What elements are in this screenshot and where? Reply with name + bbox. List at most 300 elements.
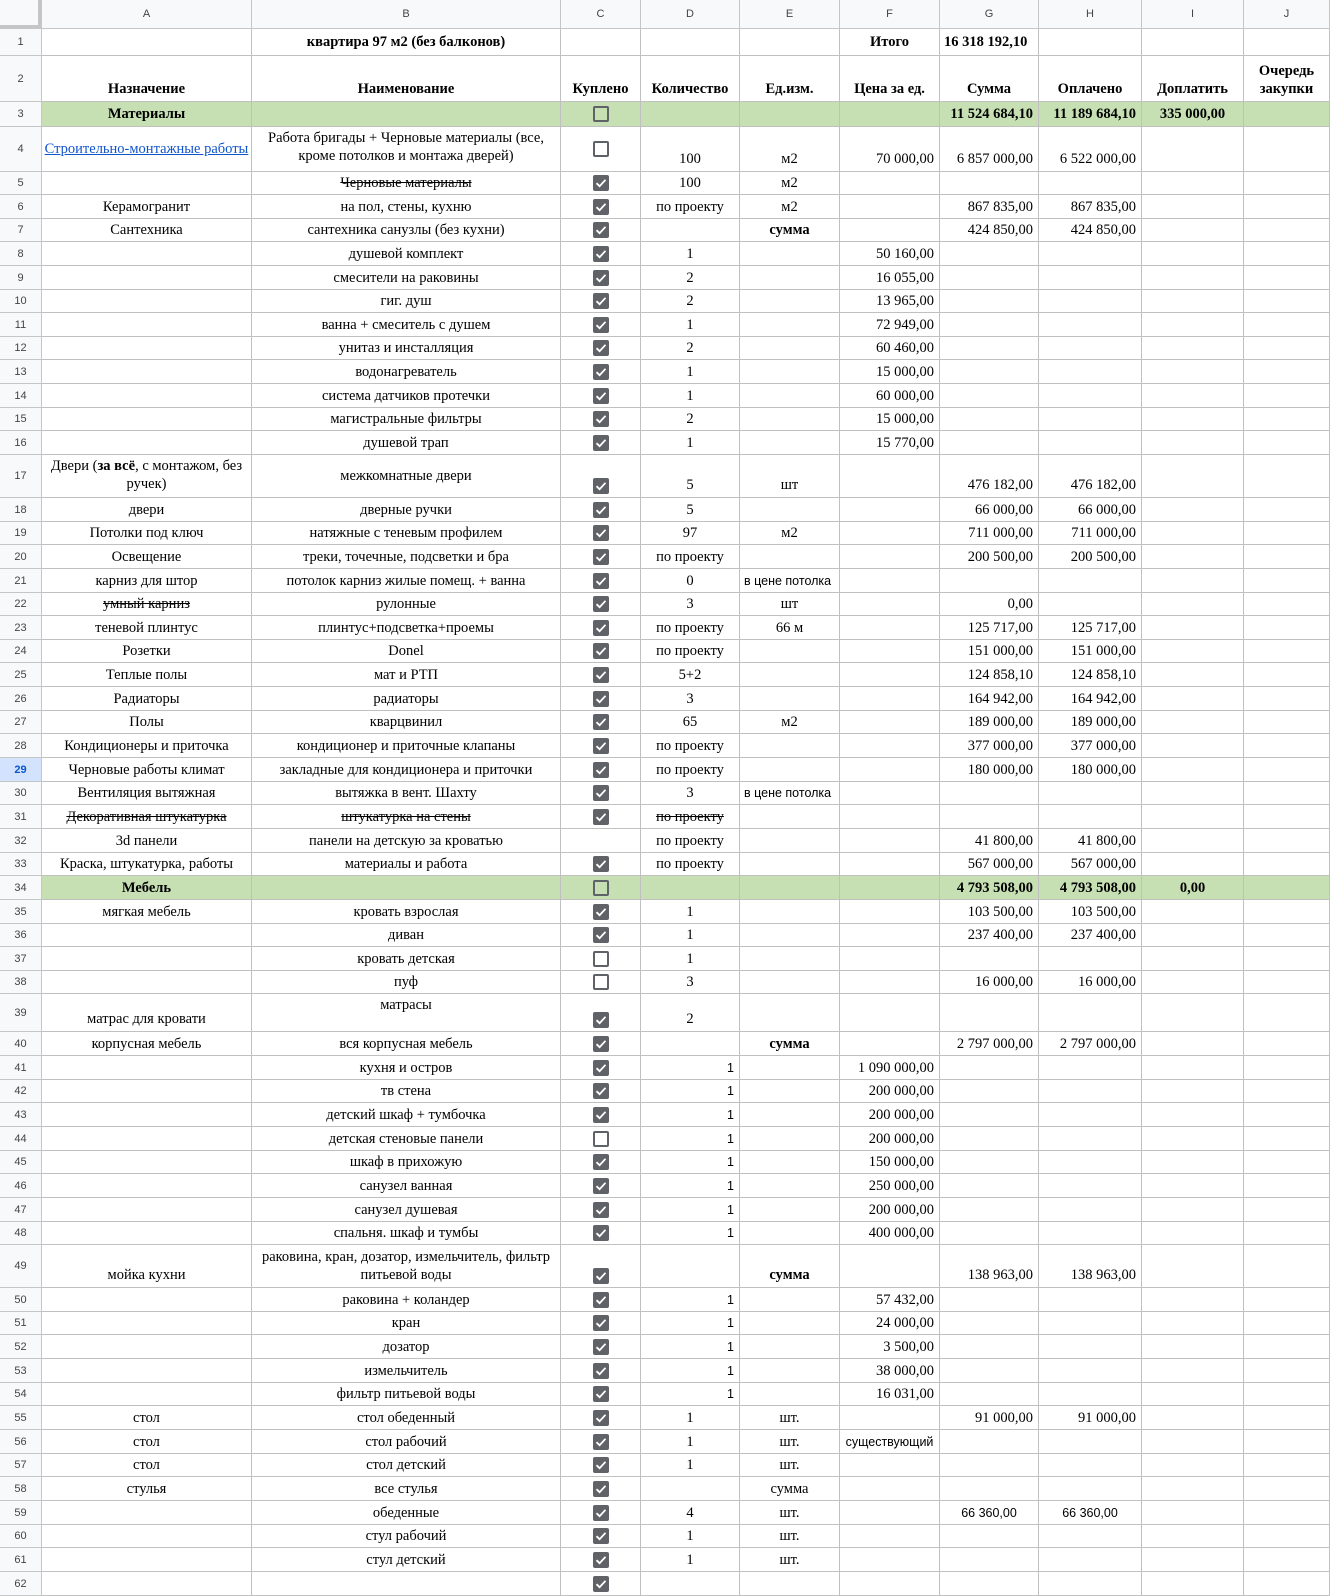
cell-f26[interactable] bbox=[840, 687, 940, 711]
cell-f34[interactable] bbox=[840, 876, 940, 900]
cell-d36[interactable] bbox=[641, 924, 740, 947]
cell-b59[interactable] bbox=[252, 1501, 561, 1525]
cell-i5[interactable] bbox=[1142, 172, 1244, 195]
cell-f45[interactable] bbox=[840, 1151, 940, 1174]
cell-c57[interactable] bbox=[561, 1454, 641, 1477]
cell-b19[interactable] bbox=[252, 522, 561, 545]
row-header-13[interactable]: 13 bbox=[0, 360, 42, 384]
row-header-37[interactable]: 37 bbox=[0, 947, 42, 971]
row-header-20[interactable]: 20 bbox=[0, 545, 42, 569]
cell-a60[interactable] bbox=[42, 1525, 252, 1548]
cell-b1[interactable] bbox=[252, 29, 561, 56]
cell-j3[interactable] bbox=[1244, 102, 1330, 127]
cell-a24[interactable] bbox=[42, 640, 252, 663]
cell-g56[interactable] bbox=[940, 1430, 1039, 1454]
cell-b10[interactable] bbox=[252, 290, 561, 313]
cell-f48[interactable] bbox=[840, 1222, 940, 1245]
cell-e51[interactable] bbox=[740, 1312, 840, 1335]
cell-i1[interactable] bbox=[1142, 29, 1244, 56]
cell-i57[interactable] bbox=[1142, 1454, 1244, 1477]
cell-a22[interactable] bbox=[42, 593, 252, 616]
cell-a40[interactable] bbox=[42, 1032, 252, 1056]
cell-e41[interactable] bbox=[740, 1056, 840, 1080]
cell-b23[interactable] bbox=[252, 616, 561, 640]
row-header-52[interactable]: 52 bbox=[0, 1335, 42, 1359]
row-header-35[interactable]: 35 bbox=[0, 900, 42, 924]
checkbox-checked-icon[interactable] bbox=[593, 1268, 609, 1284]
cell-j32[interactable] bbox=[1244, 829, 1330, 853]
cell-i59[interactable] bbox=[1142, 1501, 1244, 1525]
cell-j44[interactable] bbox=[1244, 1127, 1330, 1151]
cell-h45[interactable] bbox=[1039, 1151, 1142, 1174]
checkbox-checked-icon[interactable] bbox=[593, 1410, 609, 1426]
cell-a30[interactable] bbox=[42, 782, 252, 805]
row-header-3[interactable]: 3 bbox=[0, 102, 42, 127]
cell-b49[interactable] bbox=[252, 1245, 561, 1288]
row-header-17[interactable]: 17 bbox=[0, 455, 42, 498]
cell-f53[interactable] bbox=[840, 1359, 940, 1383]
cell-j16[interactable] bbox=[1244, 431, 1330, 455]
cell-c29[interactable] bbox=[561, 758, 641, 782]
cell-i37[interactable] bbox=[1142, 947, 1244, 971]
cell-a16[interactable] bbox=[42, 431, 252, 455]
row-header-1[interactable]: 1 bbox=[0, 29, 42, 56]
row-header-12[interactable]: 12 bbox=[0, 337, 42, 360]
cell-c38[interactable] bbox=[561, 971, 641, 994]
cell-c53[interactable] bbox=[561, 1359, 641, 1383]
cell-f20[interactable] bbox=[840, 545, 940, 569]
cell-i61[interactable] bbox=[1142, 1548, 1244, 1572]
cell-e20[interactable] bbox=[740, 545, 840, 569]
cell-e34[interactable] bbox=[740, 876, 840, 900]
checkbox-checked-icon[interactable] bbox=[593, 199, 609, 215]
cell-d24[interactable] bbox=[641, 640, 740, 663]
cell-i29[interactable] bbox=[1142, 758, 1244, 782]
cell-c56[interactable] bbox=[561, 1430, 641, 1454]
checkbox-checked-icon[interactable] bbox=[593, 714, 609, 730]
cell-h51[interactable] bbox=[1039, 1312, 1142, 1335]
cell-f21[interactable] bbox=[840, 569, 940, 593]
cell-a47[interactable] bbox=[42, 1198, 252, 1222]
column-header-j[interactable]: J bbox=[1244, 0, 1330, 29]
cell-g55[interactable] bbox=[940, 1406, 1039, 1430]
cell-j9[interactable] bbox=[1244, 266, 1330, 290]
cell-i41[interactable] bbox=[1142, 1056, 1244, 1080]
cell-e62[interactable] bbox=[740, 1572, 840, 1596]
cell-j59[interactable] bbox=[1244, 1501, 1330, 1525]
cell-d43[interactable] bbox=[641, 1103, 740, 1127]
cell-i30[interactable] bbox=[1142, 782, 1244, 805]
cell-f52[interactable] bbox=[840, 1335, 940, 1359]
cell-e25[interactable] bbox=[740, 663, 840, 687]
cell-f1[interactable] bbox=[840, 29, 940, 56]
cell-c43[interactable] bbox=[561, 1103, 641, 1127]
cell-j20[interactable] bbox=[1244, 545, 1330, 569]
cell-a52[interactable] bbox=[42, 1335, 252, 1359]
cell-e40[interactable] bbox=[740, 1032, 840, 1056]
cell-c46[interactable] bbox=[561, 1174, 641, 1198]
cell-a29[interactable] bbox=[42, 758, 252, 782]
cell-f56[interactable] bbox=[840, 1430, 940, 1454]
cell-f58[interactable] bbox=[840, 1477, 940, 1501]
cell-c21[interactable] bbox=[561, 569, 641, 593]
cell-d39[interactable] bbox=[641, 994, 740, 1032]
cell-b55[interactable] bbox=[252, 1406, 561, 1430]
checkbox-checked-icon[interactable] bbox=[593, 1339, 609, 1355]
cell-h54[interactable] bbox=[1039, 1383, 1142, 1406]
cell-i22[interactable] bbox=[1142, 593, 1244, 616]
cell-b15[interactable] bbox=[252, 408, 561, 431]
cell-a42[interactable] bbox=[42, 1080, 252, 1103]
cell-f13[interactable] bbox=[840, 360, 940, 384]
cell-h18[interactable] bbox=[1039, 498, 1142, 522]
cell-i35[interactable] bbox=[1142, 900, 1244, 924]
cell-i10[interactable] bbox=[1142, 290, 1244, 313]
cell-e55[interactable] bbox=[740, 1406, 840, 1430]
cell-c48[interactable] bbox=[561, 1222, 641, 1245]
cell-b21[interactable] bbox=[252, 569, 561, 593]
cell-d21[interactable] bbox=[641, 569, 740, 593]
cell-f43[interactable] bbox=[840, 1103, 940, 1127]
cell-f59[interactable] bbox=[840, 1501, 940, 1525]
cell-e31[interactable] bbox=[740, 805, 840, 829]
cell-d11[interactable] bbox=[641, 313, 740, 337]
checkbox-checked-icon[interactable] bbox=[593, 596, 609, 612]
cell-a12[interactable] bbox=[42, 337, 252, 360]
cell-c54[interactable] bbox=[561, 1383, 641, 1406]
cell-c15[interactable] bbox=[561, 408, 641, 431]
cell-e12[interactable] bbox=[740, 337, 840, 360]
cell-e9[interactable] bbox=[740, 266, 840, 290]
cell-b36[interactable] bbox=[252, 924, 561, 947]
cell-b6[interactable] bbox=[252, 195, 561, 219]
cell-b4[interactable] bbox=[252, 127, 561, 172]
cell-g39[interactable] bbox=[940, 994, 1039, 1032]
column-header-g[interactable]: G bbox=[940, 0, 1039, 29]
cell-f15[interactable] bbox=[840, 408, 940, 431]
cell-j48[interactable] bbox=[1244, 1222, 1330, 1245]
cell-g58[interactable] bbox=[940, 1477, 1039, 1501]
cell-b25[interactable] bbox=[252, 663, 561, 687]
cell-f36[interactable] bbox=[840, 924, 940, 947]
cell-c20[interactable] bbox=[561, 545, 641, 569]
cell-d54[interactable] bbox=[641, 1383, 740, 1406]
cell-h10[interactable] bbox=[1039, 290, 1142, 313]
checkbox-checked-icon[interactable] bbox=[593, 388, 609, 404]
cell-i51[interactable] bbox=[1142, 1312, 1244, 1335]
cell-b41[interactable] bbox=[252, 1056, 561, 1080]
cell-c47[interactable] bbox=[561, 1198, 641, 1222]
cell-f40[interactable] bbox=[840, 1032, 940, 1056]
cell-f30[interactable] bbox=[840, 782, 940, 805]
row-header-58[interactable]: 58 bbox=[0, 1477, 42, 1501]
cell-f25[interactable] bbox=[840, 663, 940, 687]
row-header-29[interactable]: 29 bbox=[0, 758, 42, 782]
row-header-19[interactable]: 19 bbox=[0, 522, 42, 545]
cell-g48[interactable] bbox=[940, 1222, 1039, 1245]
cell-h5[interactable] bbox=[1039, 172, 1142, 195]
checkbox-checked-icon[interactable] bbox=[593, 175, 609, 191]
cell-i54[interactable] bbox=[1142, 1383, 1244, 1406]
cell-g13[interactable] bbox=[940, 360, 1039, 384]
cell-c62[interactable] bbox=[561, 1572, 641, 1596]
cell-i53[interactable] bbox=[1142, 1359, 1244, 1383]
checkbox-checked-icon[interactable] bbox=[593, 762, 609, 778]
cell-i39[interactable] bbox=[1142, 994, 1244, 1032]
cell-h58[interactable] bbox=[1039, 1477, 1142, 1501]
checkbox-unchecked-icon[interactable] bbox=[593, 1131, 609, 1147]
cell-h61[interactable] bbox=[1039, 1548, 1142, 1572]
cell-b61[interactable] bbox=[252, 1548, 561, 1572]
row-header-51[interactable]: 51 bbox=[0, 1312, 42, 1335]
checkbox-checked-icon[interactable] bbox=[593, 1528, 609, 1544]
cell-g27[interactable] bbox=[940, 711, 1039, 734]
cell-g59[interactable] bbox=[940, 1501, 1039, 1525]
cell-b8[interactable] bbox=[252, 242, 561, 266]
cell-b50[interactable] bbox=[252, 1288, 561, 1312]
cell-j33[interactable] bbox=[1244, 853, 1330, 876]
checkbox-checked-icon[interactable] bbox=[593, 1386, 609, 1402]
cell-g12[interactable] bbox=[940, 337, 1039, 360]
cell-e8[interactable] bbox=[740, 242, 840, 266]
row-header-41[interactable]: 41 bbox=[0, 1056, 42, 1080]
cell-f39[interactable] bbox=[840, 994, 940, 1032]
cell-b5[interactable] bbox=[252, 172, 561, 195]
cell-j53[interactable] bbox=[1244, 1359, 1330, 1383]
cell-e17[interactable] bbox=[740, 455, 840, 498]
checkbox-unchecked-icon[interactable] bbox=[593, 106, 609, 122]
cell-h20[interactable] bbox=[1039, 545, 1142, 569]
cell-i27[interactable] bbox=[1142, 711, 1244, 734]
cell-g61[interactable] bbox=[940, 1548, 1039, 1572]
row-header-8[interactable]: 8 bbox=[0, 242, 42, 266]
column-header-b[interactable]: B bbox=[252, 0, 561, 29]
cell-j43[interactable] bbox=[1244, 1103, 1330, 1127]
cell-h43[interactable] bbox=[1039, 1103, 1142, 1127]
cell-h14[interactable] bbox=[1039, 384, 1142, 408]
cell-e53[interactable] bbox=[740, 1359, 840, 1383]
cell-h44[interactable] bbox=[1039, 1127, 1142, 1151]
cell-c33[interactable] bbox=[561, 853, 641, 876]
checkbox-checked-icon[interactable] bbox=[593, 317, 609, 333]
cell-h7[interactable] bbox=[1039, 219, 1142, 242]
cell-h3[interactable] bbox=[1039, 102, 1142, 127]
cell-i20[interactable] bbox=[1142, 545, 1244, 569]
cell-e28[interactable] bbox=[740, 734, 840, 758]
row-header-54[interactable]: 54 bbox=[0, 1383, 42, 1406]
cell-h37[interactable] bbox=[1039, 947, 1142, 971]
column-header-c[interactable]: C bbox=[561, 0, 641, 29]
cell-e23[interactable] bbox=[740, 616, 840, 640]
cell-d56[interactable] bbox=[641, 1430, 740, 1454]
cell-e50[interactable] bbox=[740, 1288, 840, 1312]
cell-g11[interactable] bbox=[940, 313, 1039, 337]
cell-i44[interactable] bbox=[1142, 1127, 1244, 1151]
cell-e7[interactable] bbox=[740, 219, 840, 242]
cell-d62[interactable] bbox=[641, 1572, 740, 1596]
cell-g25[interactable] bbox=[940, 663, 1039, 687]
cell-j58[interactable] bbox=[1244, 1477, 1330, 1501]
cell-d52[interactable] bbox=[641, 1335, 740, 1359]
cell-j17[interactable] bbox=[1244, 455, 1330, 498]
cell-e24[interactable] bbox=[740, 640, 840, 663]
cell-c14[interactable] bbox=[561, 384, 641, 408]
row-header-15[interactable]: 15 bbox=[0, 408, 42, 431]
cell-h19[interactable] bbox=[1039, 522, 1142, 545]
cell-i13[interactable] bbox=[1142, 360, 1244, 384]
cell-f28[interactable] bbox=[840, 734, 940, 758]
cell-g20[interactable] bbox=[940, 545, 1039, 569]
cell-i36[interactable] bbox=[1142, 924, 1244, 947]
cell-j4[interactable] bbox=[1244, 127, 1330, 172]
cell-a49[interactable] bbox=[42, 1245, 252, 1288]
cell-f35[interactable] bbox=[840, 900, 940, 924]
cell-g30[interactable] bbox=[940, 782, 1039, 805]
cell-e10[interactable] bbox=[740, 290, 840, 313]
cell-a19[interactable] bbox=[42, 522, 252, 545]
cell-c16[interactable] bbox=[561, 431, 641, 455]
cell-e19[interactable] bbox=[740, 522, 840, 545]
cell-d6[interactable] bbox=[641, 195, 740, 219]
cell-j22[interactable] bbox=[1244, 593, 1330, 616]
cell-d44[interactable] bbox=[641, 1127, 740, 1151]
row-header-4[interactable]: 4 bbox=[0, 127, 42, 172]
cell-e29[interactable] bbox=[740, 758, 840, 782]
cell-j19[interactable] bbox=[1244, 522, 1330, 545]
cell-j60[interactable] bbox=[1244, 1525, 1330, 1548]
cell-f61[interactable] bbox=[840, 1548, 940, 1572]
cell-e16[interactable] bbox=[740, 431, 840, 455]
cell-b29[interactable] bbox=[252, 758, 561, 782]
cell-i23[interactable] bbox=[1142, 616, 1244, 640]
cell-h11[interactable] bbox=[1039, 313, 1142, 337]
checkbox-checked-icon[interactable] bbox=[593, 667, 609, 683]
row-header-45[interactable]: 45 bbox=[0, 1151, 42, 1174]
cell-h12[interactable] bbox=[1039, 337, 1142, 360]
cell-b42[interactable] bbox=[252, 1080, 561, 1103]
cell-b24[interactable] bbox=[252, 640, 561, 663]
cell-d2[interactable] bbox=[641, 56, 740, 102]
cell-h62[interactable] bbox=[1039, 1572, 1142, 1596]
cell-a32[interactable] bbox=[42, 829, 252, 853]
cell-b57[interactable] bbox=[252, 1454, 561, 1477]
cell-d10[interactable] bbox=[641, 290, 740, 313]
cell-j35[interactable] bbox=[1244, 900, 1330, 924]
cell-h47[interactable] bbox=[1039, 1198, 1142, 1222]
checkbox-checked-icon[interactable] bbox=[593, 1457, 609, 1473]
cell-c1[interactable] bbox=[561, 29, 641, 56]
cell-c11[interactable] bbox=[561, 313, 641, 337]
select-all-corner[interactable] bbox=[0, 0, 42, 29]
cell-h6[interactable] bbox=[1039, 195, 1142, 219]
checkbox-checked-icon[interactable] bbox=[593, 1202, 609, 1218]
cell-a13[interactable] bbox=[42, 360, 252, 384]
checkbox-checked-icon[interactable] bbox=[593, 1225, 609, 1241]
cell-a17[interactable] bbox=[42, 455, 252, 498]
cell-e33[interactable] bbox=[740, 853, 840, 876]
cell-g41[interactable] bbox=[940, 1056, 1039, 1080]
cell-j61[interactable] bbox=[1244, 1548, 1330, 1572]
cell-a25[interactable] bbox=[42, 663, 252, 687]
cell-e1[interactable] bbox=[740, 29, 840, 56]
row-header-56[interactable]: 56 bbox=[0, 1430, 42, 1454]
cell-e5[interactable] bbox=[740, 172, 840, 195]
cell-g2[interactable] bbox=[940, 56, 1039, 102]
cell-h32[interactable] bbox=[1039, 829, 1142, 853]
cell-d17[interactable] bbox=[641, 455, 740, 498]
cell-f57[interactable] bbox=[840, 1454, 940, 1477]
checkbox-checked-icon[interactable] bbox=[593, 856, 609, 872]
cell-e30[interactable] bbox=[740, 782, 840, 805]
row-header-28[interactable]: 28 bbox=[0, 734, 42, 758]
cell-h35[interactable] bbox=[1039, 900, 1142, 924]
row-header-32[interactable]: 32 bbox=[0, 829, 42, 853]
cell-e47[interactable] bbox=[740, 1198, 840, 1222]
cell-c13[interactable] bbox=[561, 360, 641, 384]
cell-h36[interactable] bbox=[1039, 924, 1142, 947]
cell-a48[interactable] bbox=[42, 1222, 252, 1245]
cell-a26[interactable] bbox=[42, 687, 252, 711]
cell-g22[interactable] bbox=[940, 593, 1039, 616]
cell-d19[interactable] bbox=[641, 522, 740, 545]
cell-b34[interactable] bbox=[252, 876, 561, 900]
row-header-31[interactable]: 31 bbox=[0, 805, 42, 829]
checkbox-checked-icon[interactable] bbox=[593, 1060, 609, 1076]
cell-b3[interactable] bbox=[252, 102, 561, 127]
cell-h27[interactable] bbox=[1039, 711, 1142, 734]
cell-i28[interactable] bbox=[1142, 734, 1244, 758]
cell-i38[interactable] bbox=[1142, 971, 1244, 994]
cell-a3[interactable] bbox=[42, 102, 252, 127]
cell-d18[interactable] bbox=[641, 498, 740, 522]
cell-i33[interactable] bbox=[1142, 853, 1244, 876]
cell-g43[interactable] bbox=[940, 1103, 1039, 1127]
row-header-5[interactable]: 5 bbox=[0, 172, 42, 195]
cell-i8[interactable] bbox=[1142, 242, 1244, 266]
row-header-57[interactable]: 57 bbox=[0, 1454, 42, 1477]
row-header-14[interactable]: 14 bbox=[0, 384, 42, 408]
cell-g36[interactable] bbox=[940, 924, 1039, 947]
cell-c22[interactable] bbox=[561, 593, 641, 616]
cell-a11[interactable] bbox=[42, 313, 252, 337]
cell-d16[interactable] bbox=[641, 431, 740, 455]
cell-e3[interactable] bbox=[740, 102, 840, 127]
cell-j6[interactable] bbox=[1244, 195, 1330, 219]
checkbox-checked-icon[interactable] bbox=[593, 1363, 609, 1379]
cell-f50[interactable] bbox=[840, 1288, 940, 1312]
cell-g42[interactable] bbox=[940, 1080, 1039, 1103]
row-header-34[interactable]: 34 bbox=[0, 876, 42, 900]
row-header-6[interactable]: 6 bbox=[0, 195, 42, 219]
cell-b31[interactable] bbox=[252, 805, 561, 829]
cell-g24[interactable] bbox=[940, 640, 1039, 663]
cell-b35[interactable] bbox=[252, 900, 561, 924]
cell-f41[interactable] bbox=[840, 1056, 940, 1080]
cell-e38[interactable] bbox=[740, 971, 840, 994]
cell-d35[interactable] bbox=[641, 900, 740, 924]
cell-f16[interactable] bbox=[840, 431, 940, 455]
cell-f32[interactable] bbox=[840, 829, 940, 853]
cell-h42[interactable] bbox=[1039, 1080, 1142, 1103]
cell-f54[interactable] bbox=[840, 1383, 940, 1406]
cell-b30[interactable] bbox=[252, 782, 561, 805]
checkbox-checked-icon[interactable] bbox=[593, 927, 609, 943]
cell-a23[interactable] bbox=[42, 616, 252, 640]
cell-g46[interactable] bbox=[940, 1174, 1039, 1198]
cell-d51[interactable] bbox=[641, 1312, 740, 1335]
cell-j27[interactable] bbox=[1244, 711, 1330, 734]
cell-d30[interactable] bbox=[641, 782, 740, 805]
